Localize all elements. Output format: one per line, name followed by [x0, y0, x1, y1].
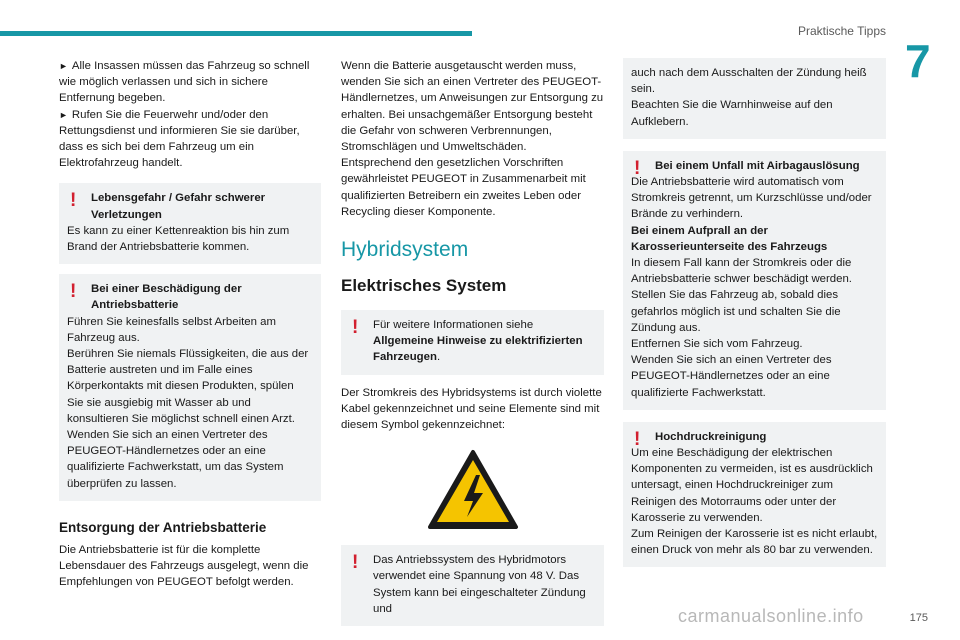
- warning-box-battery-damage: [59, 274, 321, 501]
- header-accent-bar: [0, 31, 472, 36]
- column-3: [623, 58, 886, 567]
- info-text-plain: Für weitere Informationen siehe: [373, 319, 534, 332]
- warning-subtitle: Bei einem Aufprall an der Karosserieunterseite des Fahrzeugs: [631, 224, 828, 253]
- warning-text: Um eine Beschädigung der elektrischen Komponenten zu vermeiden, ist es ausdrücklich untersagt, einen Hochdruckreiniger zum Reinigen des Motorraums oder unter der Karosserie zu verwenden.: [631, 447, 873, 524]
- info-text: [349, 317, 596, 366]
- warning-exclamation-icon: !: [634, 157, 641, 179]
- warning-title: Bei einem Unfall mit Airbagauslösung: [655, 159, 860, 172]
- column-2: [341, 58, 604, 626]
- body-text: Entsprechend den gesetzlichen Vorschriften gewährleistet PEUGEOT in Zusammenarbeit mit qualifizierten Betreibern ein zweites Leben oder Recycling dieser Komponente.: [341, 157, 586, 218]
- warning-text: Berühren Sie niemals Flüssigkeiten, die aus der Batterie austreten und im Falle eines Körperkontakts mit diesen Produkten, spülen Sie sie ausgiebig mit Wasser ab und konsultieren Sie möglichst schnell einen Arzt.: [67, 348, 309, 425]
- warning-text: In diesem Fall kann der Stromkreis oder die Antriebsbatterie schwer beschädigt werden.: [631, 257, 852, 286]
- chapter-number: 7: [905, 35, 931, 87]
- warning-exclamation-icon: !: [70, 281, 77, 303]
- warning-text: Wenden Sie sich an einen Vertreter des PEUGEOT-Händlernetzes oder an eine qualifizierte Fachwerkstatt.: [631, 354, 832, 399]
- warning-text: Entfernen Sie sich vom Fahrzeug.: [631, 338, 803, 351]
- body-text: Der Stromkreis des Hybridsystems ist durch violette Kabel gekennzeichnet und seine Elemente sind mit diesem Symbol gekennzeichnet:: [341, 386, 602, 432]
- bullet-item: [59, 58, 321, 107]
- warning-text: Zum Reinigen der Karosserie ist es nicht erlaubt, einen Druck von mehr als 80 bar zu verwenden.: [631, 528, 878, 557]
- page-number: 175: [909, 612, 928, 624]
- warning-box-info: [341, 310, 604, 375]
- watermark: carmanualsonline.info: [678, 606, 864, 626]
- warning-text: Wenden Sie sich an einen Vertreter des PEUGEOT-Händlernetzes oder an eine qualifizierte Fachwerkstatt, um das System überprüfen zu lassen.: [67, 429, 284, 490]
- warning-exclamation-icon: !: [352, 317, 359, 339]
- warning-text: Es kann zu einer Kettenreaktion bis hin zum Brand der Antriebsbatterie kommen.: [67, 224, 290, 254]
- info-text-end: .: [436, 351, 441, 364]
- bullet-text: Rufen Sie die Feuerwehr und/oder den Rettungsdienst und informieren Sie sie darüber, dass es sich bei dem Fahrzeug um ein Elektrofahrzeug handelt.: [59, 108, 300, 170]
- arrow-icon: ►: [59, 109, 68, 120]
- warning-exclamation-icon: !: [352, 552, 359, 574]
- warning-text: Beachten Sie die Warnhinweise auf den Aufklebern.: [631, 99, 833, 128]
- arrow-icon: ►: [59, 61, 68, 71]
- heading-hybrid-system: Hybridsystem: [341, 238, 469, 262]
- bullet-item: [59, 107, 321, 172]
- warning-box-danger: [59, 183, 321, 264]
- warning-title: Lebensgefahr / Gefahr schwerer Verletzungen: [91, 192, 266, 221]
- warning-box-voltage: [341, 545, 604, 626]
- warning-text: auch nach dem Ausschalten der Zündung heiß sein.: [631, 67, 867, 96]
- warning-exclamation-icon: !: [70, 190, 77, 212]
- body-text: Die Antriebsbatterie ist für die komplette Lebensdauer des Fahrzeugs ausgelegt, wenn die Empfehlungen von PEUGEOT befolgt werden.: [59, 543, 309, 589]
- section-title: Praktische Tipps: [797, 24, 886, 38]
- high-voltage-symbol: [341, 449, 604, 531]
- heading-electrical-system: Elektrisches System: [341, 276, 507, 296]
- warning-exclamation-icon: !: [634, 428, 641, 450]
- warning-title: Hochdruckreinigung: [655, 430, 767, 443]
- warning-text: Stellen Sie das Fahrzeug ab, sobald dies gefahrlos möglich ist und schalten Sie die Zündung aus.: [631, 289, 841, 334]
- warning-text: Das Antriebssystem des Hybridmotors verwendet eine Spannung von 48 V. Das System kann bei eingeschalteter Zündung und: [373, 554, 586, 615]
- warning-box-airbag-accident: [623, 151, 886, 410]
- bullet-text: Alle Insassen müssen das Fahrzeug so schnell wie möglich verlassen und sich in sichere Entfernung begeben.: [59, 60, 310, 105]
- warning-title: Bei einer Beschädigung der Antriebsbatterie: [91, 283, 242, 312]
- body-text: Wenn die Batterie ausgetauscht werden muss, wenden Sie sich an einen Vertreter des PEUGEOT-Händlernetzes, um Anweisungen zur Entsorgung zu erhalten. Bei unsachgemäßer Entsorgung besteht die Gefahr von schweren Verbrennungen, Stromschlägen und Umweltschäden.: [341, 60, 604, 154]
- warning-box-continued: [623, 58, 886, 139]
- column-1: [59, 58, 321, 590]
- info-link-reference: Allgemeine Hinweise zu elektrifizierten Fahrzeugen: [373, 335, 583, 364]
- warning-text: Die Antriebsbatterie wird automatisch vom Stromkreis getrennt, um Kurzschlüsse und/oder Brände zu verhindern.: [631, 176, 872, 221]
- warning-box-pressure-washing: [623, 422, 886, 568]
- high-voltage-warning-icon: [427, 449, 519, 531]
- heading-battery-disposal: Entsorgung der Antriebsbatterie: [59, 519, 267, 535]
- warning-text: Führen Sie keinesfalls selbst Arbeiten am Fahrzeug aus.: [67, 315, 276, 344]
